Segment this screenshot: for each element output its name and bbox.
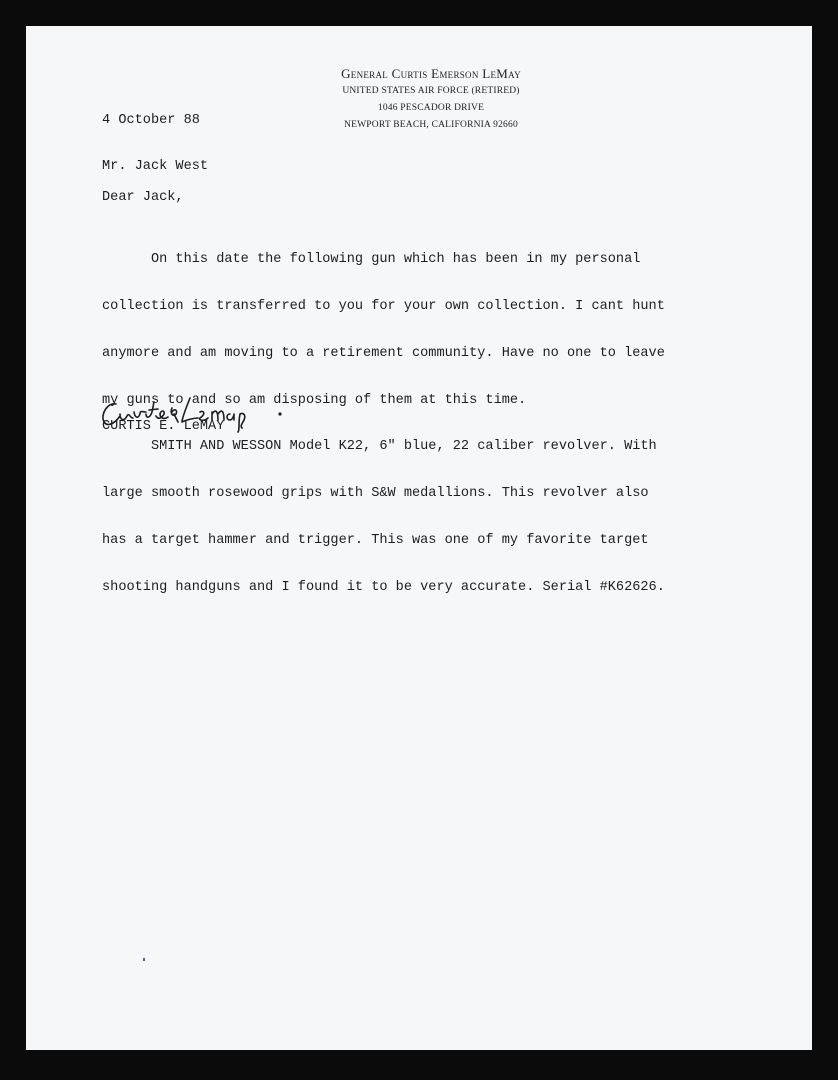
- letter-date: 4 October 88: [102, 113, 200, 128]
- salutation: Dear Jack,: [102, 190, 184, 205]
- body-line: anymore and am moving to a retirement community. Have no one to leave: [102, 345, 665, 361]
- body-line: my guns to and so am disposing of them at this time.: [102, 392, 527, 408]
- body-line: collection is transferred to you for your own collection. I cant hunt: [102, 298, 665, 314]
- paper-fleck: [143, 958, 145, 961]
- body-line: large smooth rosewood grips with S&W medallions. This revolver also: [102, 486, 649, 502]
- letterhead-street: 1046 PESCADOR DRIVE: [377, 103, 485, 113]
- letterhead: [306, 66, 556, 137]
- letterhead-name: General Curtis Emerson LeMay: [341, 66, 521, 81]
- body-line: has a target hammer and trigger. This was one of my favorite target: [102, 532, 649, 548]
- letterhead-city: NEWPORT BEACH, CALIFORNIA 92660: [344, 120, 518, 130]
- letterhead-rank: UNITED STATES AIR FORCE (RETIRED): [342, 86, 520, 96]
- body-line: On this date the following gun which has been in my personal: [102, 252, 641, 268]
- body-line: shooting handguns and I found it to be very accurate. Serial #K62626.: [102, 579, 665, 595]
- body-line: SMITH AND WESSON Model K22, 6" blue, 22 caliber revolver. With: [102, 439, 657, 455]
- signer-name: CURTIS E. LeMAY: [102, 419, 225, 434]
- letter-page: [26, 26, 812, 1050]
- recipient-name: Mr. Jack West: [102, 159, 209, 174]
